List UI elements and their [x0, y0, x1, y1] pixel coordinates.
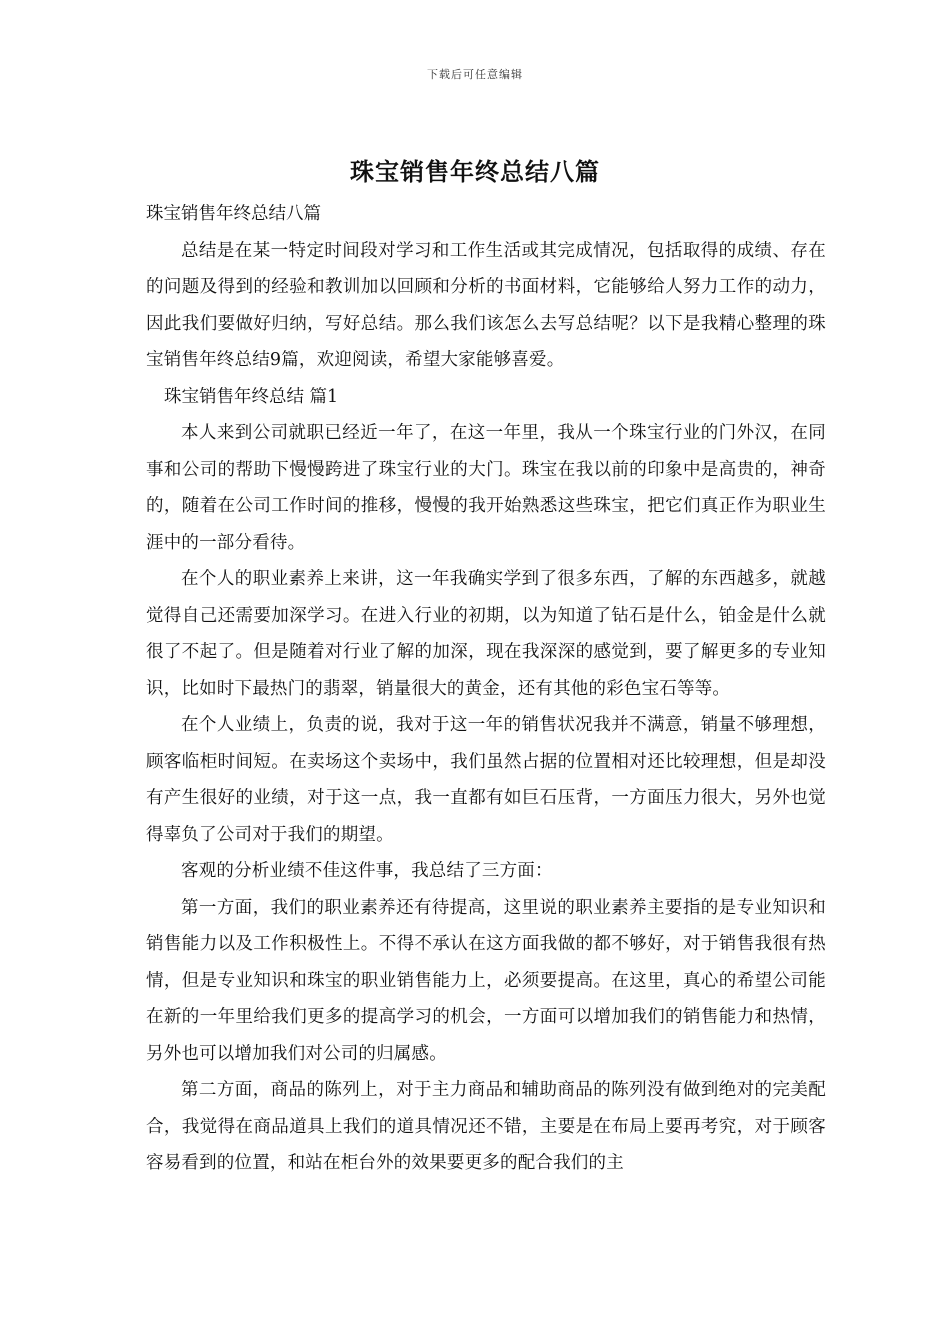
document-body — [146, 196, 826, 1182]
document-title: 珠宝销售年终总结八篇 — [350, 157, 600, 186]
section-heading: 珠宝销售年终总结 篇1 — [164, 386, 339, 407]
paragraph: 在个人的职业素养上来讲，这一年我确实学到了很多东西，了解的东西越多，就越觉得自己还需要加深学习。在进入行业的初期，以为知道了钻石是什么，铂金是什么就很了不起了。但是随着对行业了解的加深，现在我深深的感觉到，要了解更多的专业知识，比如时下最热门的翡翠，销量很大的黄金，还有其他的彩色宝石等等。 — [146, 569, 826, 699]
paragraph: 在个人业绩上，负责的说，我对于这一年的销售状况我并不满意，销量不够理想，顾客临柜时间短。在卖场这个卖场中，我们虽然占据的位置相对还比较理想，但是却没有产生很好的业绩，对于这一点，我一直都有如巨石压背，一方面压力很大，另外也觉得辜负了公司对于我们的期望。 — [146, 715, 826, 845]
intro-paragraph: 总结是在某一特定时间段对学习和工作生活或其完成情况，包括取得的成绩、存在的问题及得到的经验和教训加以回顾和分析的书面材料，它能够给人努力工作的动力，因此我们要做好归纳，写好总结。那么我们该怎么去写总结呢？以下是我精心整理的珠宝销售年终总结9篇，欢迎阅读，希望大家能够喜爱。 — [146, 240, 826, 370]
document-subtitle: 珠宝销售年终总结八篇 — [146, 204, 321, 224]
paragraph: 客观的分析业绩不佳这件事，我总结了三方面： — [181, 861, 553, 881]
header-note: 下载后可任意编辑 — [427, 68, 523, 81]
paragraph: 第一方面，我们的职业素养还有待提高，这里说的职业素养主要指的是专业知识和销售能力以及工作积极性上。不得不承认在这方面我做的都不够好，对于销售我很有热情，但是专业知识和珠宝的职业销售能力上，必须要提高。在这里，真心的希望公司能在新的一年里给我们更多的提高学习的机会，一方面可以增加我们的销售能力和热情，另外也可以增加我们对公司的归属感。 — [146, 897, 826, 1064]
paragraph: 本人来到公司就职已经近一年了，在这一年里，我从一个珠宝行业的门外汉，在同事和公司的帮助下慢慢跨进了珠宝行业的大门。珠宝在我以前的印象中是高贵的，神奇的，随着在公司工作时间的推移，慢慢的我开始熟悉这些珠宝，把它们真正作为职业生涯中的一部分看待。 — [146, 423, 826, 553]
paragraph: 第二方面，商品的陈列上，对于主力商品和辅助商品的陈列没有做到绝对的完美配合，我觉得在商品道具上我们的道具情况还不错，主要是在布局上要再考究，对于顾客容易看到的位置，和站在柜台外的效果要更多的配合我们的主 — [146, 1080, 826, 1173]
